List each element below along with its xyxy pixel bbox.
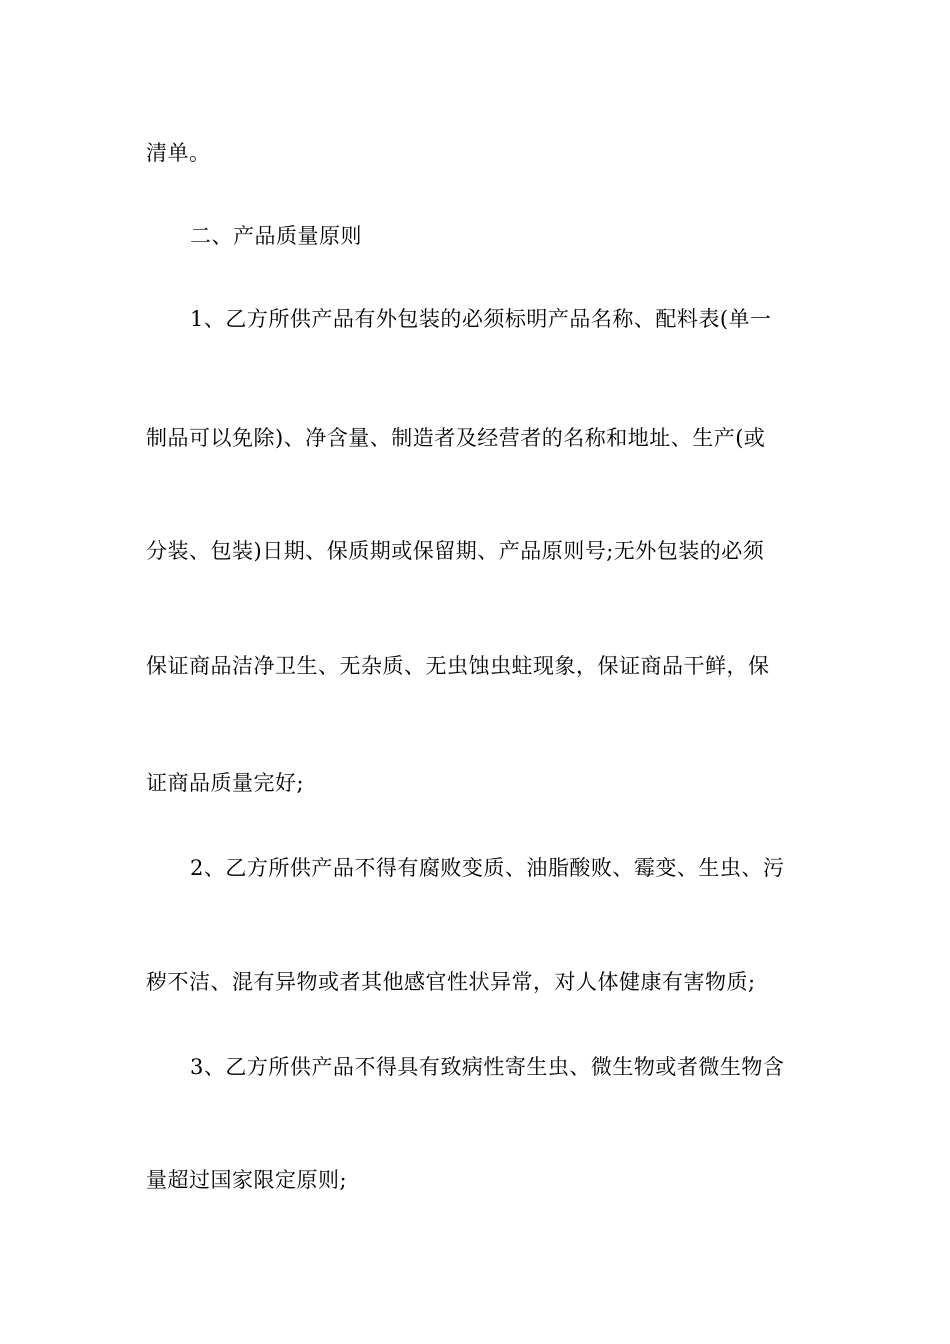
section-heading: 二、产品质量原则 xyxy=(190,224,362,248)
clause-3-line-1: 3、乙方所供产品不得具有致病性寄生虫、微生物或者微生物含 xyxy=(190,1055,785,1079)
clause-1-line-5: 证商品质量完好; xyxy=(146,771,305,795)
clause-1-line-1: 1、乙方所供产品有外包装的必须标明产品名称、配料表(单一 xyxy=(190,307,772,331)
clause-2-line-2: 秽不洁、混有异物或者其他感官性状异常，对人体健康有害物质; xyxy=(146,970,756,994)
text-line-continuation: 清单。 xyxy=(146,141,211,165)
clause-1-line-3: 分装、包装)日期、保质期或保留期、产品原则号;无外包装的必须 xyxy=(146,539,765,563)
clause-2-line-1: 2、乙方所供产品不得有腐败变质、油脂酸败、霉变、生虫、污 xyxy=(190,856,785,880)
clause-3-line-2: 量超过国家限定原则; xyxy=(146,1168,348,1192)
clause-1-line-2: 制品可以免除)、净含量、制造者及经营者的名称和地址、生产(或 xyxy=(146,426,766,450)
clause-1-line-4: 保证商品洁净卫生、无杂质、无虫蚀虫蛀现象，保证商品干鲜，保 xyxy=(146,654,770,678)
